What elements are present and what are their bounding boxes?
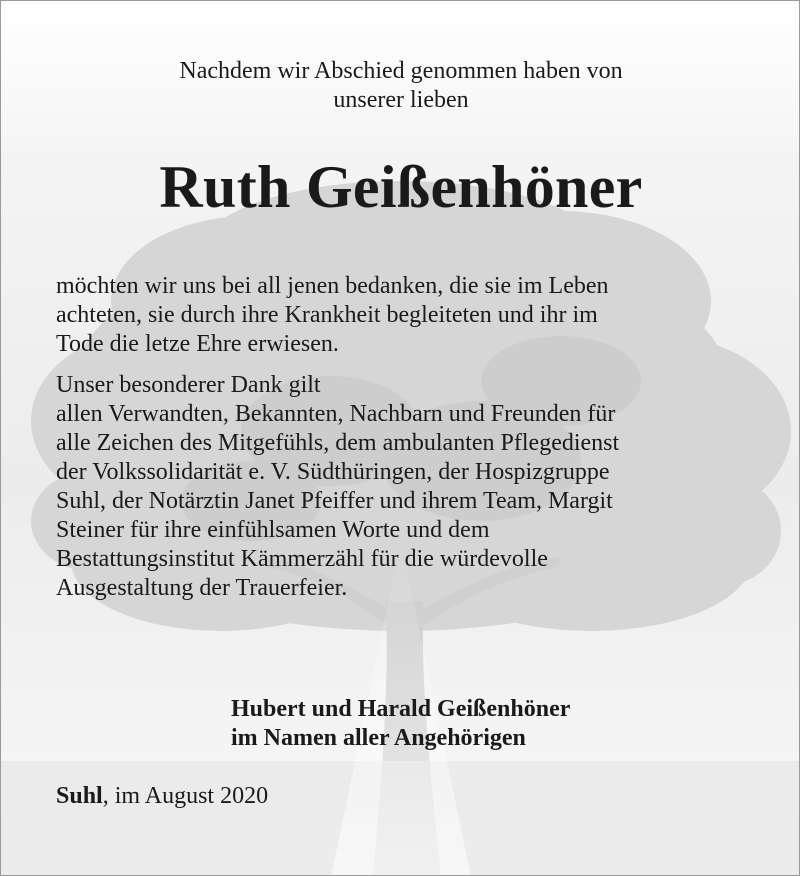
text-line: Steiner für ihre einfühlsamen Worte und dem: [56, 517, 490, 543]
thanks-paragraph-2: [56, 371, 776, 603]
place-and-date: [56, 782, 268, 811]
text-line: alle Zeichen des Mitgefühls, dem ambulanten Pflegedienst: [56, 430, 620, 456]
text-line: möchten wir uns bei all jenen bedanken, die sie im Leben: [56, 273, 609, 299]
text-line: Unser besonderer Dank gilt: [56, 372, 321, 398]
intro-text: [1, 57, 800, 115]
signature-names: Hubert und Harald Geißenhöner: [231, 696, 571, 722]
thanks-paragraph-1: [56, 272, 776, 359]
text-line: allen Verwandten, Bekannten, Nachbarn und Freunden für: [56, 401, 616, 427]
text-line: Tode die letze Ehre erwiesen.: [56, 331, 339, 357]
deceased-name: Ruth Geißenhöner: [159, 154, 643, 220]
intro-line: unserer lieben: [333, 87, 469, 113]
text-line: achteten, sie durch ihre Krankheit begleiteten und ihr im: [56, 302, 598, 328]
intro-line: Nachdem wir Abschied genommen haben von: [179, 58, 623, 84]
text-line: der Volkssolidarität e. V. Südthüringen, der Hospizgruppe: [56, 459, 610, 485]
text-line: Suhl, der Notärztin Janet Pfeiffer und ihrem Team, Margit: [56, 488, 613, 514]
text-line: Ausgestaltung der Trauerfeier.: [56, 575, 348, 601]
date-text: , im August 2020: [102, 783, 269, 809]
text-line: Bestattungsinstitut Kämmerzähl für die würdevolle: [56, 546, 548, 572]
signature-subtitle: im Namen aller Angehörigen: [231, 725, 526, 751]
signature-block: [231, 695, 570, 753]
place-name: Suhl: [56, 783, 103, 809]
